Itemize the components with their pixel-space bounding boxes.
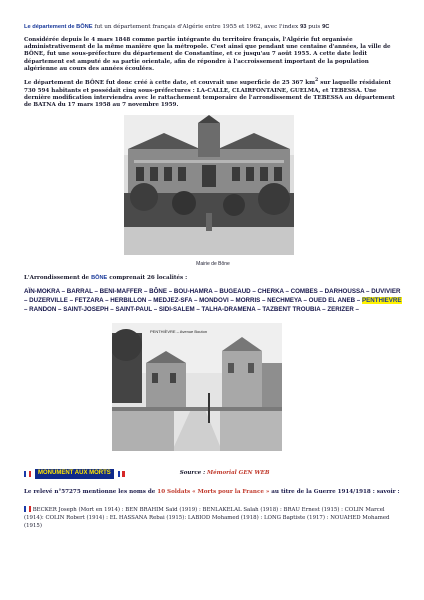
soldiers-b: au titre de la Guerre 1914/1918 : savoir : — [269, 488, 400, 495]
source-line — [180, 470, 270, 477]
paragraph-history: Considérée depuis le 4 mars 1848 comme partie intégrante du territoire français, l'Algérie fut organisée administrativement de la même manière que la métropole. C'est ainsi que pendant une centaine d'années, la ville de BÔNE, fut une sous-préfecture du département de Constantine, et ce jusqu'au 7 août 1955. A cette date ledit département est amputé de sa partie orientale, afin de répondre à l'accroissement important de la population algérienne au cours des années écoulées. — [24, 36, 391, 73]
superscript-2: 2 — [315, 78, 319, 84]
arrondissement-heading-b: comprenait 26 localités : — [107, 275, 188, 282]
french-flag-icon — [24, 471, 31, 477]
source-link[interactable]: Mémorial GEN WEB — [207, 470, 270, 476]
arrondissement-heading-a: L'Arrondissement de — [24, 275, 92, 282]
document-page — [24, 24, 402, 530]
intro-line — [24, 24, 402, 32]
communes-list — [24, 288, 402, 315]
communes-highlight-penthievre: PENTHIEVRE — [361, 296, 402, 304]
soldiers-count: 10 Soldats « Morts pour la France » — [157, 488, 270, 495]
monument-banner: MONUMENT AUX MORTS — [35, 469, 114, 479]
soldiers-a: Le relevé n°57275 mentionne les noms de — [24, 488, 158, 495]
french-flag-icon — [24, 506, 31, 512]
soldier-names — [24, 506, 402, 530]
arrondissement-heading — [24, 275, 402, 282]
mairie-photo — [124, 115, 294, 255]
intro-puis: puis — [306, 24, 323, 30]
penthievre-photo-caption: PENTHIÈVRE – Avenue Bouton — [150, 328, 208, 334]
paragraph-creation — [24, 78, 402, 109]
arrondissement-bone: BÔNE — [91, 275, 108, 282]
intro-rest: fut un département français d'Algérie entre 1955 et 1962, avec l'index — [92, 24, 301, 30]
paragraph-creation-b: sur laquelle résidaient 730 594 habitants et possédait cinq sous-préfectures : LA-CALLE, CLAIRFONTAINE, GUELMA, et TEBESSA. Une dernière modification interviendra avec le rattachement temporaire de l'arrondissement de TEBESSA au département de BATNA du 17 mars 1958 au 7 novembre 1959. — [24, 80, 395, 109]
soldiers-paragraph — [24, 489, 402, 496]
communes-b: – RANDON – SAINT-JOSEPH – SAINT-PAUL – SIDI-SALEM – TALHA-DRAMENA – TAZBENT TROUBIA – ZERIZER – — [24, 305, 359, 313]
mairie-caption: Mairie de Bône — [196, 260, 230, 267]
index-9c: 9C — [322, 24, 330, 30]
communes-a: AÏN-MOKRA – BARRAL – BENI-MAFFER – BÔNE – BOU-HAMRA – BUGEAUD – CHERKA – COMBES – DARHOUSSA – DUVIVIER – DUZERVILLE – FETZARA – HERBILLON – MEDJEZ-SFA – MONDOVI – MORRIS – NECHMEYA – OUED EL ANEB – — [24, 287, 401, 304]
source-label: Source : — [179, 470, 208, 476]
soldier-names-text: BECKER Joseph (Mort en 1914) : BEN BRAHIM Saïd (1919) : BENLAKELAL Salah (1918) : BRAU Ernest (1915) : COLIN Marcel (1914): COLIN Robert (1914) : EL HASSANA Rebai (1915): LABIOD Mohamed (1918) : LONG Baptiste (1917) : NOUAHED Mohamed (1915) — [24, 506, 390, 530]
monument-row — [24, 469, 402, 479]
intro-dept-name: Le département de BÔNE — [24, 24, 93, 30]
french-flag-icon — [118, 471, 125, 477]
paragraph-creation-a: Le département de BÔNE fut donc créé à cette date, et couvrait une superficie de 25 367 km — [24, 80, 316, 87]
penthievre-photo — [112, 323, 282, 451]
index-93: 93 — [300, 24, 307, 30]
